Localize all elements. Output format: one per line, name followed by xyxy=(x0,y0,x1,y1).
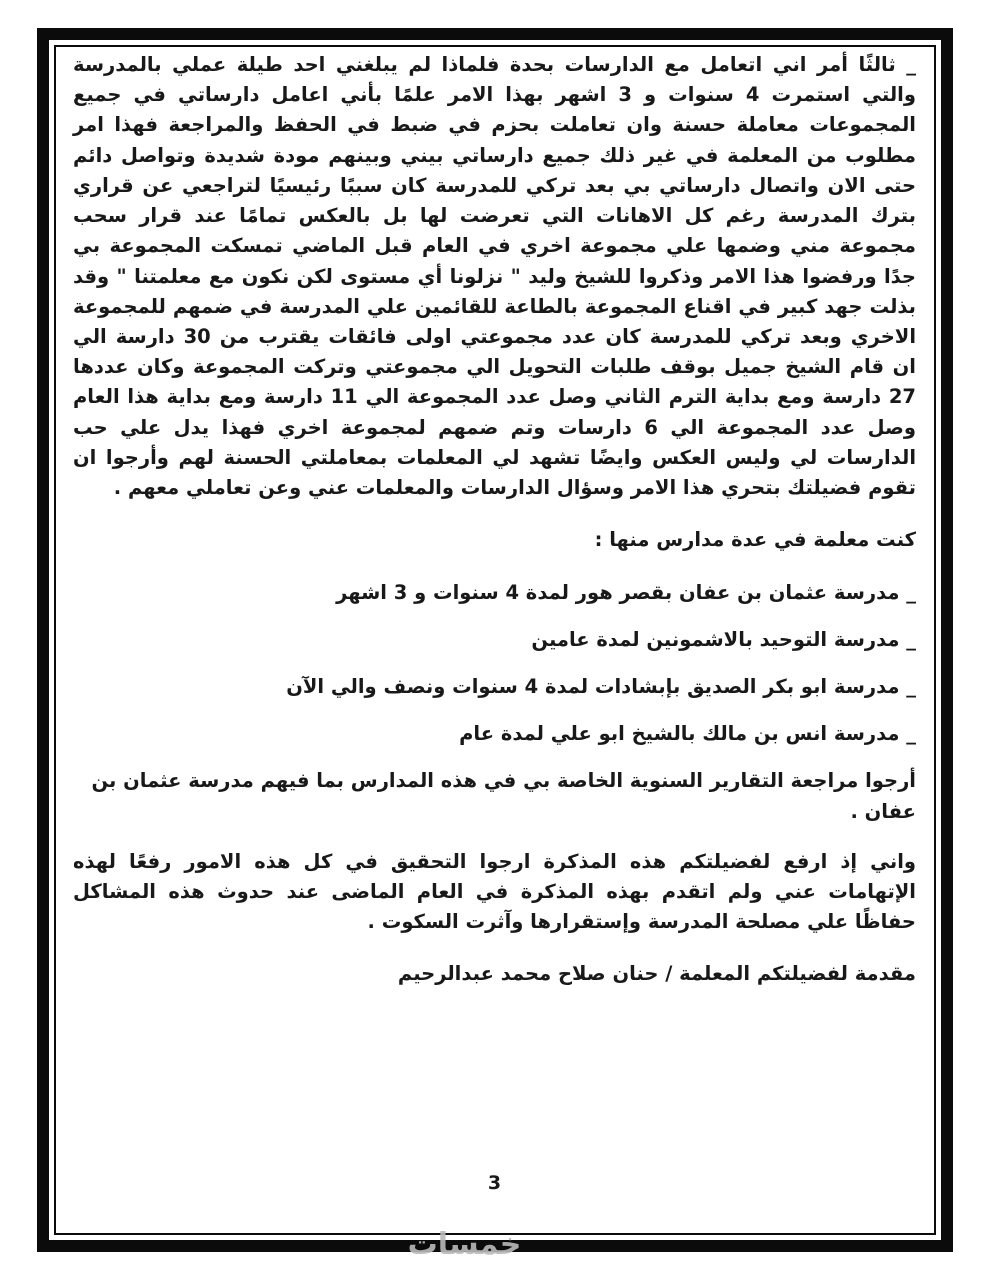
school-item-anas: _ مدرسة انس بن مالك بالشيخ ابو علي لمدة عام xyxy=(459,722,916,746)
school-item-tawheed: _ مدرسة التوحيد بالاشمونين لمدة عامين xyxy=(531,627,916,651)
signature-line: مقدمة لفضيلتكم المعلمة / حنان صلاح محمد عبدالرحيم xyxy=(397,962,916,986)
school-item-othman: _ مدرسة عثمان بن عفان بقصر هور لمدة 4 سنوات و 3 اشهر xyxy=(336,580,916,604)
body-paragraph: _ ثالثًا أمر اني اتعامل مع الدارسات بحدة فلماذا لم يبلغني احد طيلة عملي بالمدرسة والتي استمرت 4 سنوات و 3 اشهر بهذا الامر علمًا بأني اعامل دارساتي في جميع المجموعات معاملة حسنة وان تعاملت بحزم في ضبط في الحفظ والمراجعة فهذا امر مطلوب من المعلمة في غير ذلك جميع دارساتي بيني وبينهم مودة شديدة وتواصل دائم حتى الان واتصال دارساتي بي بعد تركي للمدرسة كان سببًا رئيسيًا لتراجعي عن قراري بترك المدرسة رغم كل الاهانات التي تعرضت لها بل بالعكس تمامًا عند قرار سحب مجموعة مني وضمها علي مجموعة اخري في العام قبل الماضي تمسكت المجموعة بي جدًا ورفضوا هذا الامر وذكروا للشيخ وليد " نزلونا أي مستوى لكن نكون مع معلمتنا " وقد بذلت جهد كبير في اقناع المجموعة بالطاعة للقائمين علي المدرسة في ضمهم للمجموعة الاخري وبعد تركي للمدرسة كان عدد مجموعتي اولى فائقات يقترب من 30 دارسة الي ان قام الشيخ جميل بوقف طلبات التحويل الي مجموعتي وتركت المجموعة وكان عددها 27 دارسة ومع بداية الترم الثاني وصل عدد المجموعة الي 11 دارسة ومع بداية هذا العام وصل عدد المجموعة الي 6 دارسات وتم ضمهم لمجموعة اخري فهذا يدل علي حب الدارسات لي وليس العكس وايضًا تشهد لي المعلمات بمعاملتي الحسنة لهم وأرجوا ان تقوم فضيلتك بتحري هذا الامر وسؤال الدارسات والمعلمات عني وعن تعاملي معهم . xyxy=(73,53,917,500)
page-number: 3 xyxy=(487,1172,502,1194)
school-item-abubakr: _ مدرسة ابو بكر الصديق بإبشادات لمدة 4 سنوات ونصف والي الآن xyxy=(286,674,916,698)
reports-request-line: أرجوا مراجعة التقارير السنوية الخاصة بي في هذه المدارس بما فيهم مدرسة عثمان بن عفان . xyxy=(91,769,916,823)
document-content xyxy=(73,50,916,1220)
closing-paragraph: واني إذ ارفع لفضيلتكم هذه المذكرة ارجوا التحقيق في كل هذه الامور رفعًا لهذه الإتهامات عني ولم اتقدم بهذه المذكرة في العام الماضى عند حدوث هذه المشاكل حفاظًا علي مصلحة المدرسة وإستقرارها وآثرت السكوت . xyxy=(73,849,916,934)
schools-intro-line: كنت معلمة في عدة مدارس منها : xyxy=(594,528,916,552)
watermark-khamsat: خمسات xyxy=(407,1227,522,1262)
